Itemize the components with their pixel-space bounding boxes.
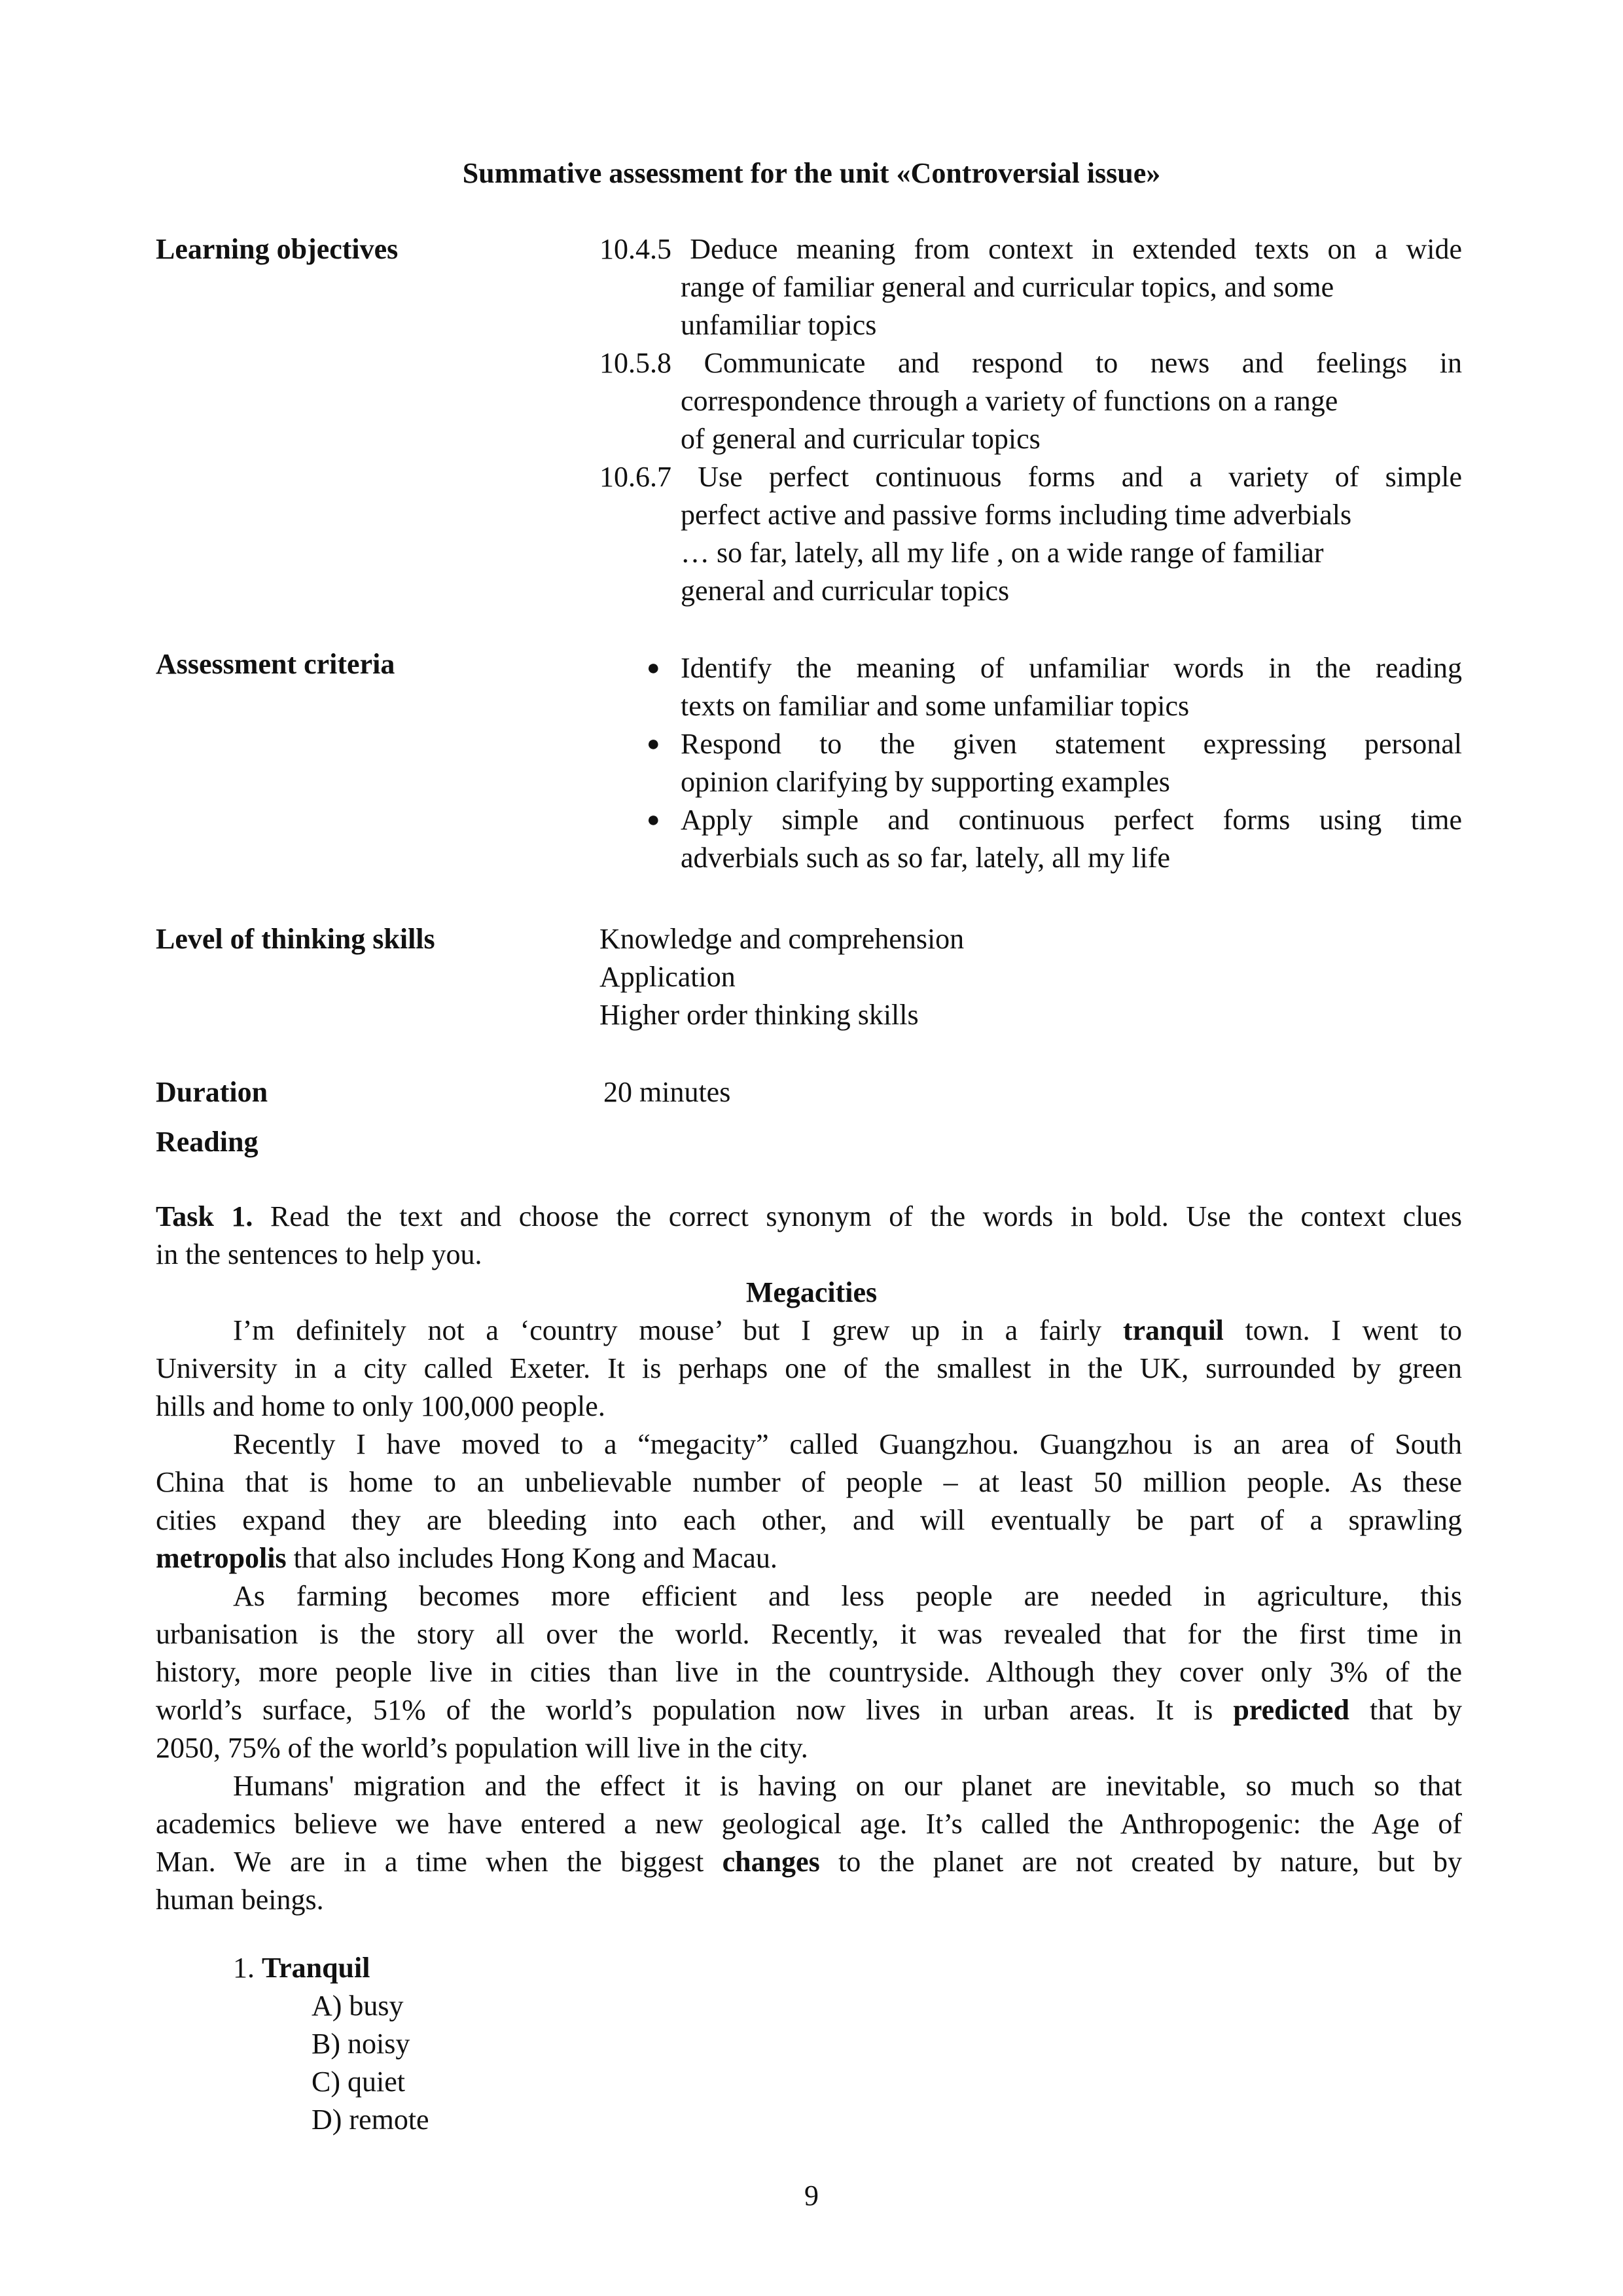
duration-label: Duration: [156, 1076, 268, 1108]
text-line: human beings.: [156, 1884, 324, 1916]
thinking-skill-item: Application: [599, 961, 736, 993]
text-line: University in a city called Exeter. It is perhaps one of the smallest in the UK, surrounded by green: [156, 1352, 1462, 1384]
objective-line: 10.6.7 Use perfect continuous forms and a variety of simple: [599, 461, 1462, 493]
bold-word: predicted: [1233, 1694, 1349, 1726]
objective-line: range of familiar general and curricular topics, and some: [681, 271, 1334, 303]
objective-line: 10.4.5 Deduce meaning from context in extended texts on a wide: [599, 233, 1462, 265]
reading-text-title: Megacities: [745, 1276, 878, 1308]
criterion-line: texts on familiar and some unfamiliar topics: [681, 690, 1190, 722]
objective-line: general and curricular topics: [681, 575, 1010, 607]
text-line: China that is home to an unbelievable number of people – at least 50 million people. As these: [156, 1466, 1462, 1498]
bullet-icon: ●: [647, 808, 660, 832]
page-title: Summative assessment for the unit «Controversial issue»: [462, 157, 1161, 189]
text-line: world’s surface, 51% of the world’s population now lives in urban areas. It is predicted that by: [156, 1694, 1462, 1726]
page-number: 9: [804, 2179, 819, 2212]
thinking-skill-item: Knowledge and comprehension: [599, 923, 965, 955]
assessment-criteria-list: [681, 649, 1462, 877]
objective-line: correspondence through a variety of functions on a range: [681, 385, 1338, 417]
objective-line: perfect active and passive forms including time adverbials: [681, 499, 1352, 531]
criterion-line: Apply simple and continuous perfect forms using time: [681, 804, 1462, 836]
section-heading: Reading: [156, 1126, 259, 1158]
text-line: As farming becomes more efficient and less people are needed in agriculture, this: [233, 1580, 1462, 1612]
text-line: Recently I have moved to a “megacity” called Guangzhou. Guangzhou is an area of South: [233, 1428, 1462, 1460]
criterion-line: Identify the meaning of unfamiliar words in the reading: [681, 652, 1462, 684]
bold-word: tranquil: [1122, 1314, 1224, 1346]
text-line: I’m definitely not a ‘country mouse’ but I grew up in a fairly tranquil town. I went to: [233, 1314, 1463, 1346]
task-label: Task 1.: [156, 1200, 253, 1232]
bold-word: changes: [722, 1846, 820, 1878]
bullet-icon: ●: [647, 656, 660, 680]
task-text: Read the text and choose the correct synonym of the words in bold. Use the context clues: [270, 1200, 1462, 1232]
text-line: 2050, 75% of the world’s population will live in the city.: [156, 1732, 808, 1764]
task-text: in the sentences to help you.: [156, 1238, 482, 1270]
thinking-skill-item: Higher order thinking skills: [599, 999, 919, 1031]
answer-option-d: D) remote: [312, 2104, 429, 2136]
text-line: Humans' migration and the effect it is having on our planet are inevitable, so much so that: [233, 1770, 1462, 1802]
text-line: hills and home to only 100,000 people.: [156, 1390, 605, 1422]
objective-line: … so far, lately, all my life , on a wide range of familiar: [681, 537, 1324, 569]
bullet-icon: ●: [647, 732, 660, 756]
objective-line: of general and curricular topics: [681, 423, 1041, 455]
reading-text: [156, 1312, 1462, 1919]
answer-option-b: B) noisy: [312, 2028, 410, 2060]
assessment-criteria-label: Assessment criteria: [156, 648, 395, 680]
objective-line: 10.5.8 Communicate and respond to news and feelings in: [599, 347, 1462, 379]
text-line: metropolis that also includes Hong Kong and Macau.: [156, 1542, 777, 1574]
text-line: cities expand they are bleeding into each other, and will eventually be part of a sprawling: [156, 1504, 1462, 1536]
objective-line: unfamiliar topics: [681, 309, 877, 341]
learning-objectives-list: [599, 230, 1462, 610]
learning-objectives-label: Learning objectives: [156, 233, 399, 265]
criterion-line: adverbials such as so far, lately, all my life: [681, 842, 1171, 874]
duration-value: 20 minutes: [603, 1076, 731, 1108]
question-number: 1.: [233, 1952, 255, 1984]
criterion-line: opinion clarifying by supporting examples: [681, 766, 1170, 798]
text-line: academics believe we have entered a new geological age. It’s called the Anthropogenic: the Age of: [156, 1808, 1462, 1840]
question-heading: [233, 1949, 370, 1987]
bold-word: metropolis: [156, 1542, 287, 1574]
text-line: urbanisation is the story all over the world. Recently, it was revealed that for the first time in: [156, 1618, 1462, 1650]
answer-option-a: A) busy: [312, 1990, 404, 2022]
text-line: history, more people live in cities than live in the countryside. Although they cover only 3% of the: [156, 1656, 1462, 1688]
thinking-skills-label: Level of thinking skills: [156, 923, 435, 955]
criterion-line: Respond to the given statement expressing personal: [681, 728, 1462, 760]
answer-option-c: C) quiet: [312, 2066, 405, 2098]
text-line: Man. We are in a time when the biggest changes to the planet are not created by nature, but by: [156, 1846, 1462, 1878]
task-instructions: [156, 1198, 1462, 1274]
question-word: Tranquil: [262, 1952, 370, 1984]
